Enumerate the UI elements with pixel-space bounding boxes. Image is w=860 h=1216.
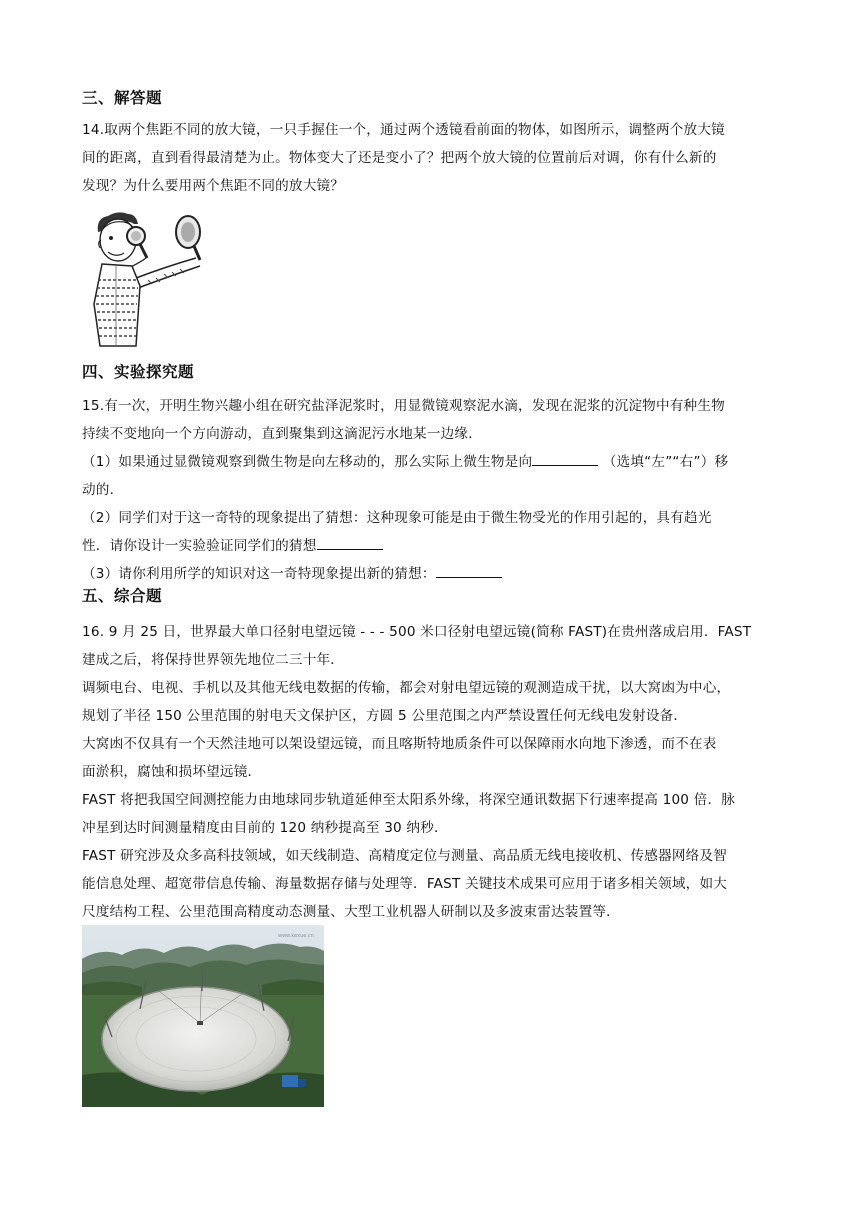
question-15-sub2-cont: 性．请你设计一实验验证同学们的猜想 [82,532,792,560]
section-heading-comprehensive: 五、综合题 [82,587,163,605]
question-14-line: 间的距离，直到看得最清楚为止。物体变大了还是变小了？把两个放大镜的位置前后对调，你有什么新的 [82,150,717,166]
answer-blank[interactable] [532,449,598,466]
answer-blank[interactable] [436,561,502,578]
boy-with-magnifiers-illustration [84,208,218,350]
question-16-line: 尺度结构工程、公里范围高精度动态测量、大型工业机器人研制以及多波束雷达装置等． [82,904,620,920]
question-15-sub3: （3）请你利用所学的知识对这一奇特现象提出新的猜想： [82,560,792,588]
question-15-line: 持续不变地向一个方向游动，直到聚集到这滴泥污水地某一边缘． [82,426,483,442]
question-15-line: 15.有一次，开明生物兴趣小组在研究盐泽泥浆时，用显微镜观察泥水滴，发现在泥浆的沉淀物中有种生物 [82,398,725,414]
question-16-line: 16. 9 月 25 日，世界最大单口径射电望远镜 - - - 500 米口径射电望远镜(简称 FAST)在贵州落成启用．FAST [82,624,752,640]
question-14-line: 14.取两个焦距不同的放大镜，一只手握住一个，通过两个透镜看前面的物体，如图所示，调整两个放大镜 [82,122,725,138]
question-16-line: 面淤积，腐蚀和损坏望远镜． [82,764,262,780]
question-16-line: 大窝凼不仅具有一个天然洼地可以架设望远镜，而且喀斯特地质条件可以保障雨水向地下渗透，而不在表 [82,736,717,752]
question-16-line: 建成之后，将保持世界领先地位二三十年． [82,652,345,668]
question-16 [82,618,792,926]
question-15 [82,392,792,588]
question-14-line: 发现？为什么要用两个焦距不同的放大镜？ [82,178,345,194]
question-15-sub1-cont: 动的． [82,482,124,498]
question-16-line: FAST 将把我国空间测控能力由地球同步轨道延伸至太阳系外缘，将深空通讯数据下行速率提高 100 倍．脉 [82,792,736,808]
question-16-line: 调频电台、电视、手机以及其他无线电数据的传输，都会对射电望远镜的观测造成干扰，以大窝凼为中心， [82,680,731,696]
question-15-sub1: （1）如果通过显微镜观察到微生物是向左移动的，那么实际上微生物是向 （选填“左”“右”）移 [82,448,792,476]
question-14 [82,116,782,200]
question-15-sub2: （2）同学们对于这一奇特的现象提出了猜想：这种现象可能是由于微生物受光的作用引起的，具有趋光 [82,510,712,526]
answer-blank[interactable] [317,533,383,550]
section-heading-answer: 三、解答题 [82,89,163,107]
question-16-line: FAST 研究涉及众多高科技领域，如天线制造、高精度定位与测量、高品质无线电接收机、传感器网络及智 [82,848,728,864]
fast-telescope-photo [82,925,324,1107]
question-16-line: 能信息处理、超宽带信息传输、海量数据存储与处理等．FAST 关键技术成果可应用于诸多相关领域，如大 [82,876,728,892]
question-16-line: 冲星到达时间测量精度由目前的 120 纳秒提高至 30 纳秒． [82,820,448,836]
question-16-line: 规划了半径 150 公里范围的射电天文保护区，方圆 5 公里范围之内严禁设置任何无线电发射设备． [82,708,688,724]
svg-text:www.kexue.cn: www.kexue.cn [278,933,314,939]
section-heading-experiment: 四、实验探究题 [82,363,195,381]
